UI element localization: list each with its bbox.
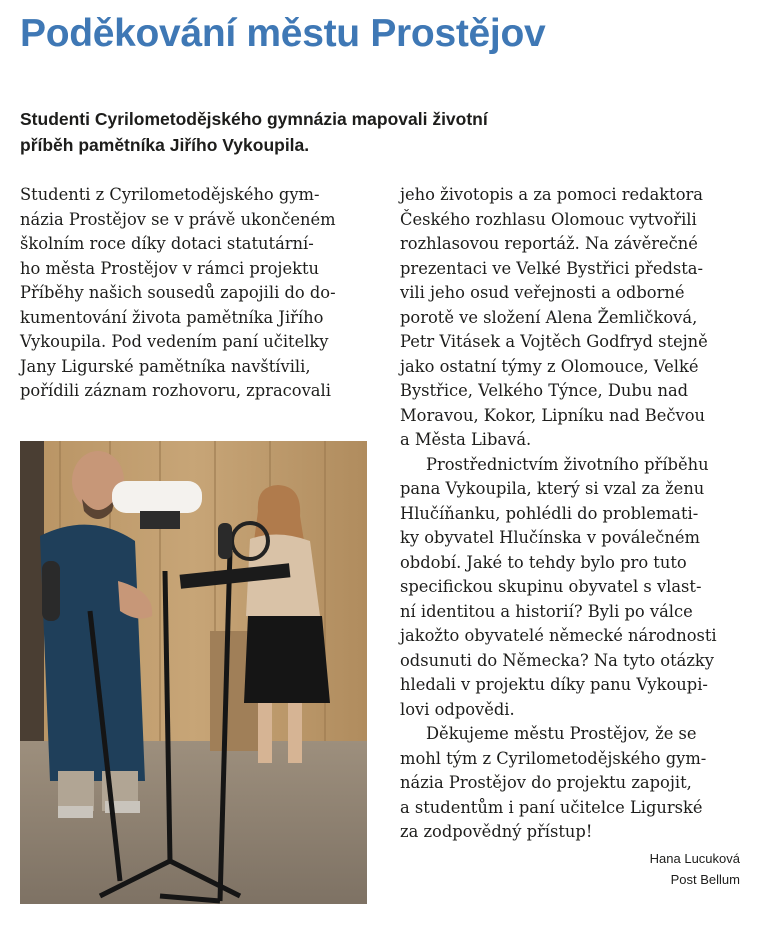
author-name: Hana Lucuková [649, 851, 740, 866]
body-line: jakožto obyvatelé německé národnosti [400, 626, 717, 645]
body-line: kumentování života pamětníka Jiřího [20, 307, 324, 327]
body-line: Studenti z Cyrilometodějského gym- [20, 185, 320, 204]
body-line: jako ostatní týmy z Olomouce, Velké [400, 356, 699, 376]
body-line: ho města Prostějov v rámci projektu [20, 258, 320, 278]
body-line: Jany Ligurské pamětníka navštívili, [20, 356, 311, 376]
author-signature [650, 848, 740, 890]
body-line: Vykoupila. Pod vedením paní učitelky [20, 332, 329, 351]
body-line: lovi odpovědi. [400, 699, 515, 719]
body-line: Českého rozhlasu Olomouc vytvořili [400, 209, 697, 229]
body-line: názia Prostějov do projektu zapojit, [400, 773, 692, 792]
body-line: a Města Libavá. [400, 430, 532, 449]
body-line: porotě ve složení Alena Žemličková, [400, 307, 698, 327]
body-line: školním roce díky dotaci statutární- [20, 234, 314, 253]
body-line: názia Prostějov se v právě ukončeném [20, 209, 336, 229]
body-line: Děkujeme městu Prostějov, že se [426, 724, 697, 743]
author-organization: Post Bellum [670, 872, 740, 887]
body-line: ní identitou a historií? Byli po válce [400, 601, 693, 621]
body-line: pana Vykoupila, který si vzal za ženu [400, 479, 705, 498]
body-line: období. Jaké to tehdy bylo pro tuto [400, 552, 687, 572]
body-line: mohl tým z Cyrilometodějského gym- [400, 748, 707, 768]
body-line: hledali v projektu díky panu Vykoupi- [400, 675, 708, 694]
body-line: rozhlasovou reportáž. Na závěrečné [400, 234, 698, 253]
body-line: specifickou skupinu obyvatel s vlast- [400, 577, 702, 596]
body-column-left [20, 183, 370, 404]
body-line: za zodpovědný přístup! [400, 822, 593, 841]
article-lead: Studenti Cyrilometodějského gymnázia mapovali životní příběh pamětníka Jiřího Vykoupila. [20, 109, 488, 155]
body-line: ky obyvatel Hlučínska v poválečném [400, 528, 700, 547]
body-line: Prostřednictvím životního příběhu [426, 454, 709, 474]
body-line: a studentům i paní učitelce Ligurské [400, 797, 703, 817]
body-column-right [400, 183, 755, 845]
body-line: Moravou, Kokor, Lipníku nad Bečvou [400, 405, 705, 425]
body-line: Petr Vitásek a Vojtěch Godfryd stejně [400, 332, 708, 351]
body-line: Hlučíňanku, pohlédli do problemati- [400, 503, 699, 523]
body-line: pořídili záznam rozhovoru, zpracovali [20, 381, 331, 400]
article-title: Poděkování městu Prostějov [20, 12, 546, 55]
body-line: odsunuti do Německa? Na tyto otázky [400, 650, 714, 670]
body-line: vili jeho osud veřejnosti a odborné [400, 283, 685, 302]
body-line: Bystřice, Velkého Týnce, Dubu nad [400, 381, 689, 400]
body-line: prezentaci ve Velké Bystřici předsta- [400, 258, 703, 278]
body-line: jeho životopis a za pomoci redaktora [400, 185, 703, 204]
body-line: Příběhy našich sousedů zapojili do do- [20, 283, 336, 302]
recording-studio-photo [20, 441, 367, 904]
